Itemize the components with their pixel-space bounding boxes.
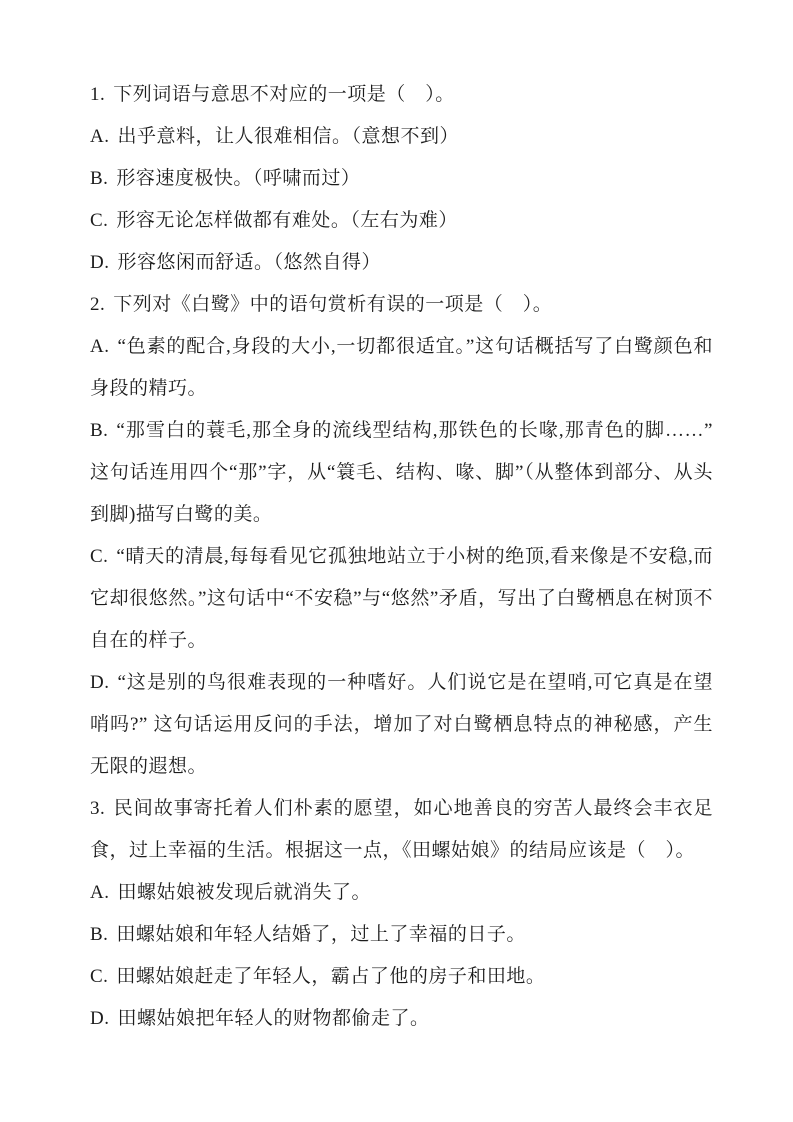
question-2-option-c xyxy=(90,536,713,662)
question-2-option-b xyxy=(90,410,713,536)
option-text: 形容无论怎样做都有难处。（左右为难） xyxy=(116,210,458,231)
option-text: “晴天的清晨,每每看见它孤独地站立于小树的绝顶,看来像是不安稳,而它却很悠然。”这句话中“不安稳”与“悠然”矛盾，写出了白鹭栖息在树顶不自在的样子。 xyxy=(90,546,713,651)
option-label: B. xyxy=(90,420,109,441)
option-label: B. xyxy=(90,924,109,945)
option-label: C. xyxy=(90,966,109,987)
option-label: A. xyxy=(90,882,110,903)
question-1-number: 1. xyxy=(90,84,106,105)
question-2-option-a xyxy=(90,326,713,410)
option-text: 田螺姑娘和年轻人结婚了，过上了幸福的日子。 xyxy=(116,924,526,945)
option-text: 形容速度极快。（呼啸而过） xyxy=(116,168,361,189)
question-2-option-d xyxy=(90,662,713,788)
question-2-stem xyxy=(90,284,713,326)
question-2-text: 下列对《白鹭》中的语句赏析有误的一项是（ ）。 xyxy=(113,294,553,315)
question-1-option-d xyxy=(90,242,713,284)
question-3-number: 3. xyxy=(90,798,106,819)
question-3-option-a xyxy=(90,872,713,914)
question-3-option-d xyxy=(90,998,713,1040)
option-text: 田螺姑娘把年轻人的财物都偷走了。 xyxy=(117,1008,430,1029)
option-text: 田螺姑娘被发现后就消失了。 xyxy=(117,882,371,903)
option-text: “色素的配合,身段的大小,一切都很适宜。”这句话概括写了白鹭颜色和身段的精巧。 xyxy=(90,336,713,399)
question-1-option-c xyxy=(90,200,713,242)
option-label: D. xyxy=(90,252,110,273)
option-label: D. xyxy=(90,672,110,693)
question-3-option-b xyxy=(90,914,713,956)
option-label: C. xyxy=(90,546,109,567)
question-3-stem xyxy=(90,788,713,872)
question-1-option-a xyxy=(90,116,713,158)
option-text: 田螺姑娘赶走了年轻人，霸占了他的房子和田地。 xyxy=(116,966,546,987)
option-label: A. xyxy=(90,336,110,357)
option-text: 出乎意料，让人很难相信。（意想不到） xyxy=(117,126,459,147)
question-1-text: 下列词语与意思不对应的一项是（ ）。 xyxy=(113,84,455,105)
option-label: A. xyxy=(90,126,110,147)
question-3-text: 民间故事寄托着人们朴素的愿望，如心地善良的穷苦人最终会丰衣足食，过上幸福的生活。根据这一点，《田螺姑娘》的结局应该是（ ）。 xyxy=(90,798,713,861)
question-1-stem xyxy=(90,74,713,116)
question-2-number: 2. xyxy=(90,294,106,315)
option-text: “这是别的鸟很难表现的一种嗜好。人们说它是在望哨,可它真是在望哨吗?” 这句话运用反问的手法，增加了对白鹭栖息特点的神秘感，产生无限的遐想。 xyxy=(90,672,713,777)
option-text: “那雪白的蓑毛,那全身的流线型结构,那铁色的长喙,那青色的脚……”这句话连用四个“那”字，从“簑毛、结构、喙、脚”（从整体到部分、从头到脚)描写白鹭的美。 xyxy=(90,420,713,525)
question-1-option-b xyxy=(90,158,713,200)
option-label: B. xyxy=(90,168,109,189)
option-text: 形容悠闲而舒适。（悠然自得） xyxy=(117,252,381,273)
option-label: C. xyxy=(90,210,109,231)
option-label: D. xyxy=(90,1008,110,1029)
question-3-option-c xyxy=(90,956,713,998)
